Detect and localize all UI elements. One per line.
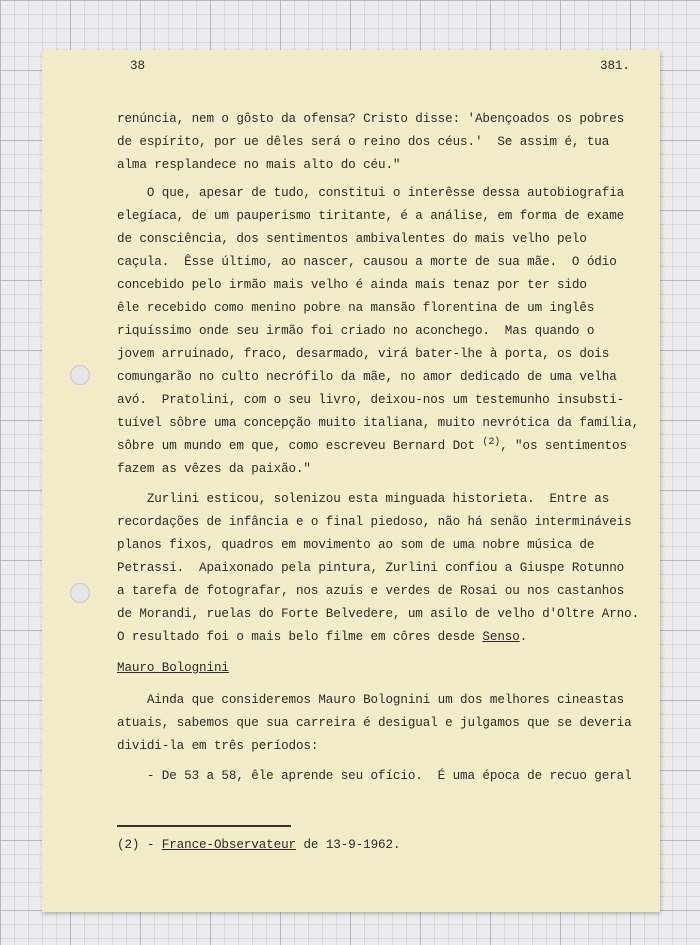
text-line: a tarefa de fotografar, nos azuis e verdes de Rosai ou nos castanhos: [117, 584, 625, 598]
text-line: [117, 439, 627, 453]
page-number-left: 38: [130, 59, 145, 73]
text-line: Petrassi. Apaixonado pela pintura, Zurlini confiou a Giuspe Rotunno: [117, 561, 625, 575]
text-line: jovem arruinado, fraco, desarmado, virá bater-lhe à porta, os dois: [117, 347, 610, 361]
text-fragment: .: [519, 630, 528, 644]
text-line: tuível sôbre uma concepção muito italiana, muito nevrótica da família,: [117, 416, 640, 430]
punch-hole-bottom: [70, 583, 90, 603]
text-line: dividi-la em três períodos:: [117, 739, 319, 753]
text-line: atuais, sabemos que sua carreira é desigual e julgamos que se deveria: [117, 716, 632, 730]
text-line: Zurlini esticou, solenizou esta minguada historieta. Entre as: [117, 492, 610, 506]
text-fragment: sôbre um mundo em que, como escreveu Bernard Dot: [117, 439, 483, 453]
text-line: de consciência, dos sentimentos ambivalentes do mais velho pelo: [117, 232, 587, 246]
text-line: alma resplandece no mais alto do céu.": [117, 158, 401, 172]
footnote: [117, 838, 400, 852]
section-heading: Mauro Bolognini: [117, 661, 229, 675]
text-line: Ainda que consideremos Mauro Bolognini um dos melhores cineastas: [117, 693, 625, 707]
text-line: caçula. Êsse último, ao nascer, causou a morte de sua mãe. O ódio: [117, 255, 617, 269]
text-fragment: , "os sentimentos: [500, 439, 627, 453]
text-line: comungarão no culto necrófilo da mãe, no amor dedicado de uma velha: [117, 370, 617, 384]
footnote-date: de 13-9-1962.: [296, 838, 401, 852]
text-line: recordações de infância e o final piedoso, não há senão intermináveis: [117, 515, 632, 529]
paper-sheet: [42, 50, 660, 912]
text-line: fazem as vêzes da paixão.": [117, 462, 311, 476]
text-line: de espírito, por ue dêles será o reino dos céus.' Se assim é, tua: [117, 135, 610, 149]
text-line: renúncia, nem o gôsto da ofensa? Cristo disse: 'Abençoados os pobres: [117, 112, 625, 126]
film-title: Senso: [482, 630, 520, 644]
footnote-divider: [117, 825, 291, 827]
text-line: de Morandi, ruelas do Forte Belvedere, um asilo de velho d'Oltre Arno.: [117, 607, 640, 621]
text-line: avó. Pratolini, com o seu livro, deixou-nos um testemunho insubsti-: [117, 393, 625, 407]
text-line: concebido pelo irmão mais velho é ainda mais tenaz por ter sido: [117, 278, 587, 292]
footnote-source: France-Observateur: [161, 838, 296, 852]
text-line: planos fixos, quadros em movimento ao som de uma nobre música de: [117, 538, 595, 552]
text-line: elegíaca, de um pauperismo tiritante, é a análise, em forma de exame: [117, 209, 625, 223]
footnote-reference: (2): [482, 437, 501, 448]
text-line: O que, apesar de tudo, constitui o interêsse dessa autobiografia: [117, 186, 625, 200]
text-fragment: O resultado foi o mais belo filme em côres desde: [117, 630, 483, 644]
text-line: êle recebido como menino pobre na mansão florentina de um inglês: [117, 301, 595, 315]
page-number-right: 381.: [600, 59, 630, 73]
text-line: - De 53 a 58, êle aprende seu ofício. É uma época de recuo geral: [117, 769, 632, 783]
text-line: riquíssimo onde seu irmão foi criado no aconchego. Mas quando o: [117, 324, 595, 338]
punch-hole-top: [70, 365, 90, 385]
footnote-marker: (2) -: [117, 838, 162, 852]
text-line: [117, 630, 527, 644]
